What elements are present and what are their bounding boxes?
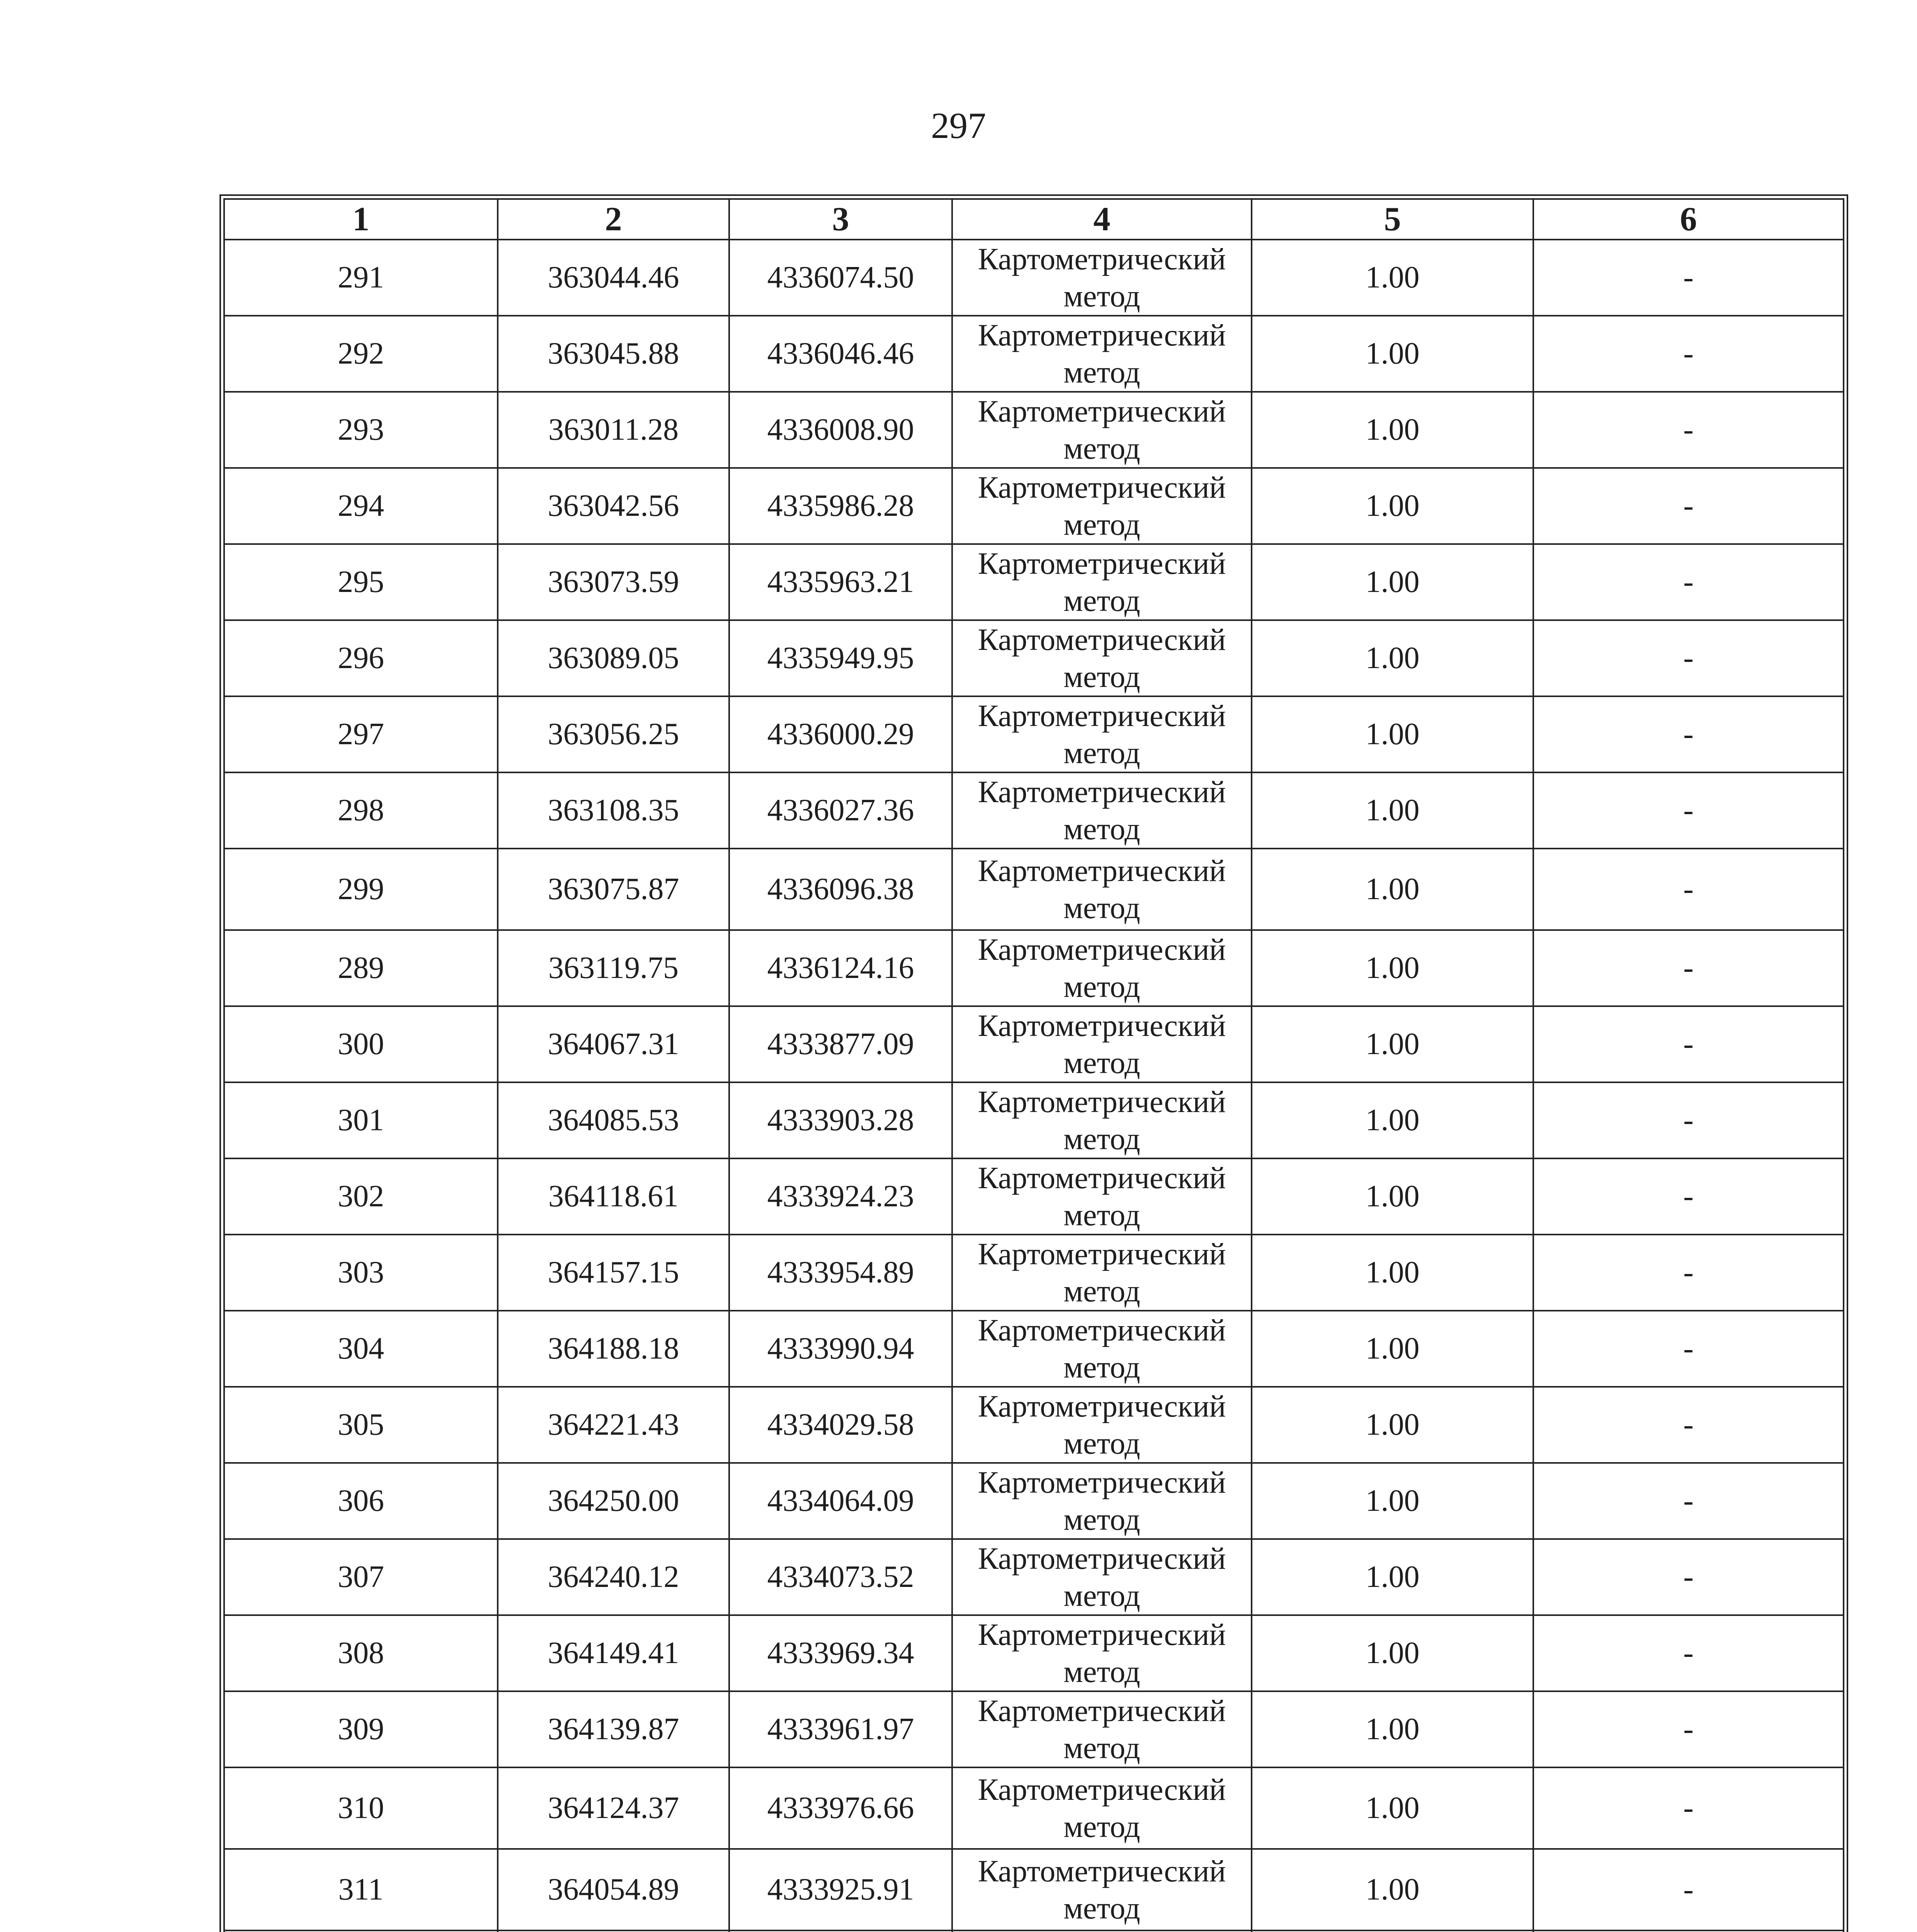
method-text [978, 469, 1226, 543]
method-cell [952, 1311, 1252, 1387]
point-number-cell: 298 [224, 772, 498, 849]
method-line-2: метод [1063, 969, 1140, 1004]
point-number-cell: 301 [224, 1082, 498, 1158]
x-coordinate-cell: 364221.43 [498, 1387, 729, 1463]
note-cell: - [1533, 1539, 1844, 1615]
accuracy-cell: 1.00 [1252, 1235, 1533, 1311]
y-coordinate-cell: 4336096.38 [729, 849, 952, 930]
y-coordinate-cell: 4333961.97 [729, 1691, 952, 1767]
table-header-row [224, 199, 1844, 240]
x-coordinate-cell [498, 1930, 729, 1932]
point-number-cell: 295 [224, 544, 498, 620]
note-cell: - [1533, 1767, 1844, 1849]
x-coordinate-cell: 363056.25 [498, 696, 729, 772]
y-coordinate-cell: 4334064.09 [729, 1463, 952, 1539]
method-cell [952, 1387, 1252, 1463]
point-number-cell: 294 [224, 468, 498, 544]
method-text [978, 1464, 1226, 1538]
method-line-2: метод [1063, 891, 1140, 925]
column-header-2: 2 [498, 199, 729, 240]
method-line-1: Картометрический [978, 1009, 1226, 1043]
method-line-2: метод [1063, 1046, 1140, 1080]
method-line-1: Картометрический [978, 1541, 1226, 1576]
point-number-cell: 300 [224, 1006, 498, 1082]
point-number-cell: 297 [224, 696, 498, 772]
method-line-1: Картометрический [978, 699, 1226, 733]
method-line-2: метод [1063, 279, 1140, 313]
method-text [978, 317, 1226, 391]
table-row [224, 930, 1844, 1006]
method-cell [952, 1235, 1252, 1311]
point-number-cell: 307 [224, 1539, 498, 1615]
method-line-1: Картометрический [978, 622, 1226, 657]
x-coordinate-cell: 363108.35 [498, 772, 729, 849]
column-header-3: 3 [729, 199, 952, 240]
accuracy-cell: 1.00 [1252, 1539, 1533, 1615]
column-header-4: 4 [952, 199, 1252, 240]
column-header-6: 6 [1533, 199, 1844, 240]
method-line-1: Картометрический [978, 318, 1226, 352]
method-line-2: метод [1063, 1578, 1140, 1613]
table-row [224, 316, 1844, 392]
accuracy-cell: 1.00 [1252, 240, 1533, 316]
table-row [224, 1767, 1844, 1849]
x-coordinate-cell: 363011.28 [498, 392, 729, 468]
point-number-cell: 303 [224, 1235, 498, 1311]
method-text [978, 1771, 1226, 1845]
method-cell [952, 1767, 1252, 1849]
accuracy-cell: 1.00 [1252, 1311, 1533, 1387]
y-coordinate-cell: 4333969.34 [729, 1615, 952, 1691]
x-coordinate-cell: 364085.53 [498, 1082, 729, 1158]
method-text [978, 852, 1226, 927]
point-number-cell: 308 [224, 1615, 498, 1691]
method-line-1: Картометрический [978, 932, 1226, 967]
note-cell: - [1533, 1158, 1844, 1235]
x-coordinate-cell: 363089.05 [498, 620, 729, 696]
table-row [224, 1006, 1844, 1082]
method-line-2: метод [1063, 1274, 1140, 1308]
method-line-1: Картометрический [978, 1465, 1226, 1500]
table-row [224, 1539, 1844, 1615]
note-cell: - [1533, 1849, 1844, 1930]
accuracy-cell: 1.00 [1252, 1082, 1533, 1158]
accuracy-cell: 1.00 [1252, 1691, 1533, 1767]
method-cell [952, 930, 1252, 1006]
y-coordinate-cell: 4335986.28 [729, 468, 952, 544]
accuracy-cell: 1.00 [1252, 544, 1533, 620]
method-text [978, 931, 1226, 1005]
x-coordinate-cell: 364157.15 [498, 1235, 729, 1311]
method-line-1: Картометрический [978, 775, 1226, 809]
method-line-1: Картометрический [978, 1854, 1226, 1888]
table-row [224, 1311, 1844, 1387]
method-text [978, 697, 1226, 772]
method-line-2: метод [1063, 1810, 1140, 1844]
method-line-2: метод [1063, 1891, 1140, 1925]
y-coordinate-cell: 4333954.89 [729, 1235, 952, 1311]
method-line-2: метод [1063, 355, 1140, 389]
method-text [978, 621, 1226, 696]
x-coordinate-cell: 364188.18 [498, 1311, 729, 1387]
accuracy-cell [1252, 1930, 1533, 1932]
method-cell [952, 1082, 1252, 1158]
method-cell [952, 696, 1252, 772]
note-cell: - [1533, 240, 1844, 316]
method-line-1: Картометрический [978, 1313, 1226, 1347]
note-cell: - [1533, 468, 1844, 544]
method-text [978, 1236, 1226, 1310]
method-cell [952, 772, 1252, 849]
method-line-2: метод [1063, 660, 1140, 694]
accuracy-cell: 1.00 [1252, 1463, 1533, 1539]
table-row [224, 1691, 1844, 1767]
table-row [224, 1615, 1844, 1691]
table-row [224, 1235, 1844, 1311]
method-line-2: метод [1063, 736, 1140, 770]
x-coordinate-cell: 364067.31 [498, 1006, 729, 1082]
accuracy-cell: 1.00 [1252, 1615, 1533, 1691]
point-number-cell: 310 [224, 1767, 498, 1849]
column-header-5: 5 [1252, 199, 1533, 240]
table-row [224, 468, 1844, 544]
table-row [224, 240, 1844, 316]
point-number-cell: 293 [224, 392, 498, 468]
y-coordinate-cell: 4335949.95 [729, 620, 952, 696]
y-coordinate-cell: 4336074.50 [729, 240, 952, 316]
method-line-1: Картометрический [978, 242, 1226, 276]
point-number-cell: 309 [224, 1691, 498, 1767]
method-line-2: метод [1063, 431, 1140, 466]
method-line-2: метод [1063, 1198, 1140, 1232]
method-cell [952, 1691, 1252, 1767]
method-text [978, 241, 1226, 315]
accuracy-cell: 1.00 [1252, 392, 1533, 468]
note-cell: - [1533, 1311, 1844, 1387]
table-row [224, 1849, 1844, 1930]
note-cell: - [1533, 1463, 1844, 1539]
method-line-1: Картометрический [978, 394, 1226, 429]
method-text [978, 1160, 1226, 1234]
method-cell [952, 849, 1252, 930]
note-cell: - [1533, 849, 1844, 930]
method-cell [952, 392, 1252, 468]
method-text [978, 774, 1226, 848]
method-text [978, 1540, 1226, 1614]
table-row [224, 772, 1844, 849]
method-text [978, 1616, 1226, 1690]
y-coordinate-cell: 4334073.52 [729, 1539, 952, 1615]
method-line-2: метод [1063, 1731, 1140, 1765]
accuracy-cell: 1.00 [1252, 316, 1533, 392]
method-cell [952, 1463, 1252, 1539]
note-cell: - [1533, 1082, 1844, 1158]
y-coordinate-cell: 4336046.46 [729, 316, 952, 392]
method-cell [952, 1006, 1252, 1082]
note-cell: - [1533, 772, 1844, 849]
method-text [978, 393, 1226, 467]
table-row [224, 1082, 1844, 1158]
method-text [978, 545, 1226, 619]
y-coordinate-cell: 4333877.09 [729, 1006, 952, 1082]
x-coordinate-cell: 364054.89 [498, 1849, 729, 1930]
x-coordinate-cell: 364250.00 [498, 1463, 729, 1539]
accuracy-cell: 1.00 [1252, 1387, 1533, 1463]
point-number-cell: 289 [224, 930, 498, 1006]
table-row [224, 1158, 1844, 1235]
method-text [978, 1388, 1226, 1462]
point-number-cell: 305 [224, 1387, 498, 1463]
method-line-2: метод [1063, 1502, 1140, 1537]
table-row [224, 1387, 1844, 1463]
accuracy-cell: 1.00 [1252, 1849, 1533, 1930]
method-line-1: Картометрический [978, 854, 1226, 888]
point-number-cell [224, 1930, 498, 1932]
note-cell: - [1533, 1006, 1844, 1082]
method-line-1: Картометрический [978, 1085, 1226, 1119]
table-row [224, 620, 1844, 696]
y-coordinate-cell: 4336000.29 [729, 696, 952, 772]
method-line-1: Картометрический [978, 1617, 1226, 1652]
y-coordinate-cell [729, 1930, 952, 1932]
table-row [224, 1930, 1844, 1932]
accuracy-cell: 1.00 [1252, 772, 1533, 849]
table-row [224, 392, 1844, 468]
method-cell [952, 1615, 1252, 1691]
method-line-1: Картометрический [978, 1161, 1226, 1195]
note-cell: - [1533, 316, 1844, 392]
method-cell [952, 1930, 1252, 1932]
table-row [224, 1463, 1844, 1539]
accuracy-cell: 1.00 [1252, 1767, 1533, 1849]
x-coordinate-cell: 363044.46 [498, 240, 729, 316]
accuracy-cell: 1.00 [1252, 620, 1533, 696]
table-row [224, 696, 1844, 772]
method-line-1: Картометрический [978, 1237, 1226, 1271]
note-cell: - [1533, 620, 1844, 696]
note-cell: - [1533, 1387, 1844, 1463]
x-coordinate-cell: 363119.75 [498, 930, 729, 1006]
method-cell [952, 468, 1252, 544]
method-line-1: Картометрический [978, 546, 1226, 581]
table-row [224, 849, 1844, 930]
method-cell [952, 1158, 1252, 1235]
column-header-1: 1 [224, 199, 498, 240]
accuracy-cell: 1.00 [1252, 849, 1533, 930]
accuracy-cell: 1.00 [1252, 696, 1533, 772]
method-line-1: Картометрический [978, 470, 1226, 505]
method-line-2: метод [1063, 1122, 1140, 1156]
y-coordinate-cell: 4333903.28 [729, 1082, 952, 1158]
x-coordinate-cell: 364139.87 [498, 1691, 729, 1767]
note-cell: - [1533, 696, 1844, 772]
accuracy-cell: 1.00 [1252, 930, 1533, 1006]
table-body [224, 240, 1844, 1932]
method-line-2: метод [1063, 583, 1140, 618]
accuracy-cell: 1.00 [1252, 1006, 1533, 1082]
y-coordinate-cell: 4336124.16 [729, 930, 952, 1006]
note-cell: - [1533, 930, 1844, 1006]
y-coordinate-cell: 4333925.91 [729, 1849, 952, 1930]
x-coordinate-cell: 364149.41 [498, 1615, 729, 1691]
method-text [978, 1312, 1226, 1386]
note-cell: - [1533, 1235, 1844, 1311]
method-line-2: метод [1063, 507, 1140, 542]
method-line-1: Картометрический [978, 1772, 1226, 1807]
point-number-cell: 304 [224, 1311, 498, 1387]
method-line-2: метод [1063, 1426, 1140, 1461]
method-text [978, 1007, 1226, 1082]
x-coordinate-cell: 363073.59 [498, 544, 729, 620]
note-cell: - [1533, 1691, 1844, 1767]
method-line-1: Картометрический [978, 1389, 1226, 1423]
y-coordinate-cell: 4333976.66 [729, 1767, 952, 1849]
note-cell: - [1533, 392, 1844, 468]
method-line-2: метод [1063, 1350, 1140, 1384]
point-number-cell: 306 [224, 1463, 498, 1539]
y-coordinate-cell: 4333990.94 [729, 1311, 952, 1387]
method-cell [952, 316, 1252, 392]
x-coordinate-cell: 364124.37 [498, 1767, 729, 1849]
y-coordinate-cell: 4333924.23 [729, 1158, 952, 1235]
y-coordinate-cell: 4335963.21 [729, 544, 952, 620]
method-cell [952, 240, 1252, 316]
method-cell [952, 544, 1252, 620]
note-cell: - [1533, 544, 1844, 620]
y-coordinate-cell: 4334029.58 [729, 1387, 952, 1463]
method-cell [952, 1849, 1252, 1930]
accuracy-cell: 1.00 [1252, 468, 1533, 544]
method-cell [952, 1539, 1252, 1615]
point-number-cell: 291 [224, 240, 498, 316]
x-coordinate-cell: 363045.88 [498, 316, 729, 392]
accuracy-cell: 1.00 [1252, 1158, 1533, 1235]
point-number-cell: 296 [224, 620, 498, 696]
table-row [224, 544, 1844, 620]
coordinates-table [223, 198, 1844, 1932]
page-number: 297 [931, 105, 986, 146]
method-text [978, 1692, 1226, 1767]
x-coordinate-cell: 363042.56 [498, 468, 729, 544]
method-line-2: метод [1063, 812, 1140, 846]
method-line-1: Картометрический [978, 1694, 1226, 1728]
x-coordinate-cell: 364240.12 [498, 1539, 729, 1615]
note-cell [1533, 1930, 1844, 1932]
point-number-cell: 292 [224, 316, 498, 392]
method-text [978, 1853, 1226, 1927]
y-coordinate-cell: 4336027.36 [729, 772, 952, 849]
y-coordinate-cell: 4336008.90 [729, 392, 952, 468]
note-cell: - [1533, 1615, 1844, 1691]
method-line-2: метод [1063, 1655, 1140, 1689]
point-number-cell: 302 [224, 1158, 498, 1235]
method-text [978, 1083, 1226, 1158]
method-cell [952, 620, 1252, 696]
point-number-cell: 311 [224, 1849, 498, 1930]
x-coordinate-cell: 364118.61 [498, 1158, 729, 1235]
point-number-cell: 299 [224, 849, 498, 930]
x-coordinate-cell: 363075.87 [498, 849, 729, 930]
